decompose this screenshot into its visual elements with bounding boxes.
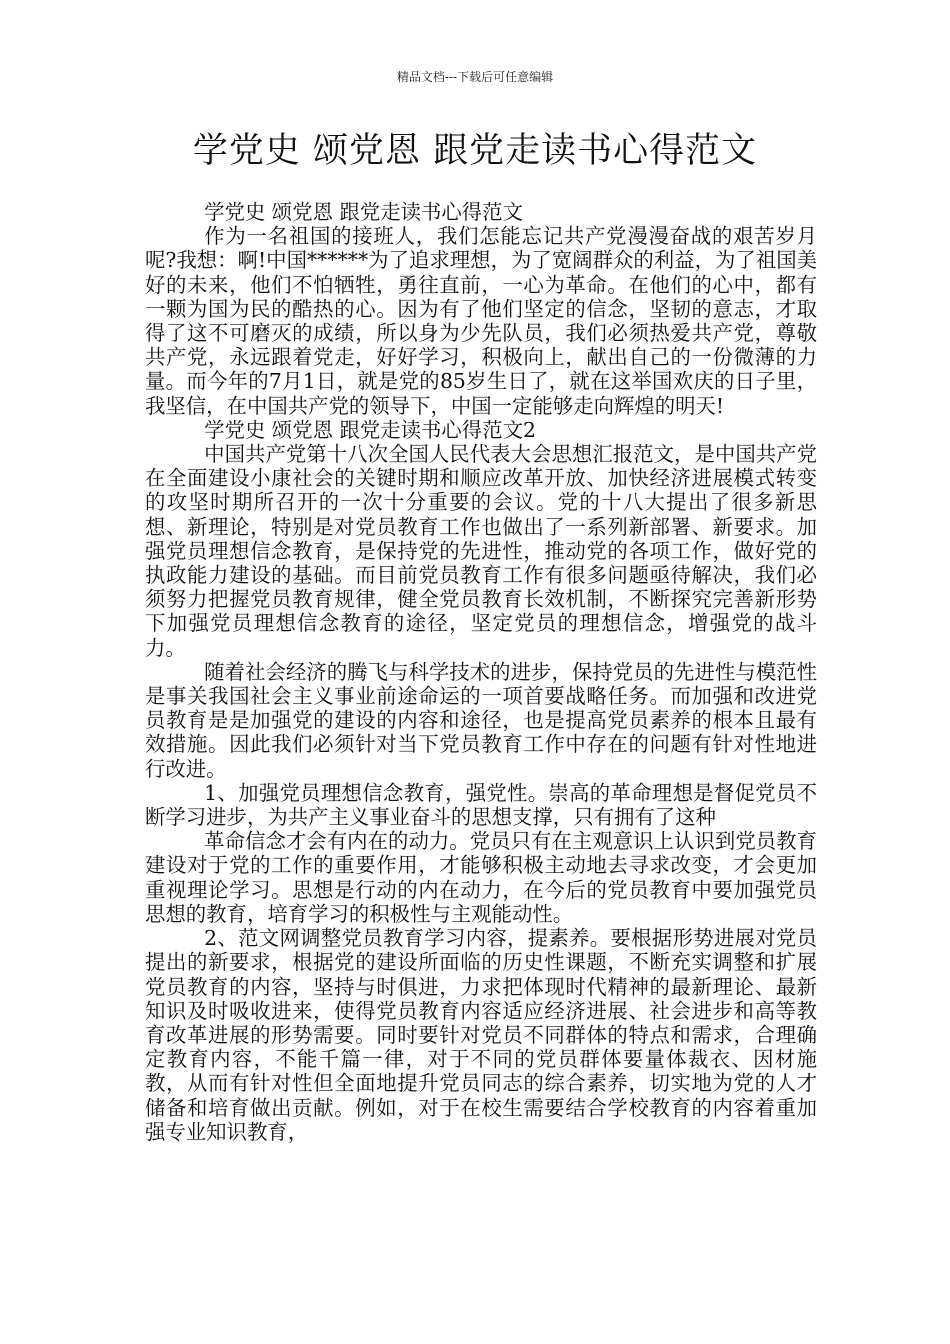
document-title: 学党史 颂党恩 跟党走读书心得范文 xyxy=(192,131,758,171)
paragraph: 革命信念才会有内在的动力。党员只有在主观意识上认识到党员教育建设对于党的工作的重要作用，才能够积极主动地去寻求改变，才会更加重视理论学习。思想是行动的内在动力，在今后的党员教育中要加强党员思想的教育，培育学习的积极性与主观能动性。 xyxy=(145,829,817,926)
paragraph: 1、加强党员理想信念教育，强党性。崇高的革命理想是督促党员不断学习进步，为共产主义事业奋斗的思想支撑，只有拥有了这种 xyxy=(145,780,817,830)
header-note: 精品文档---下载后可任意编辑 xyxy=(396,70,554,84)
paragraph: 2、范文网调整党员教育学习内容，提素养。要根据形势进展对党员提出的新要求，根据党的建设所面临的历史性课题，不断充实调整和扩展党员教育的内容，坚持与时俱进，力求把体现时代精神的最新理论、最新知识及时吸收进来，使得党员教育内容适应经济进展、社会进步和高等教育改革进展的形势需要。同时要针对党员不同群体的特点和需求，合理确定教育内容，不能千篇一律，对于不同的党员群体要量体裁衣、因材施教，从而有针对性但全面地提升党员同志的综合素养，切实地为党的人才储备和培育做出贡献。例如，对于在校生需要结合学校教育的内容着重加强专业知识教育， xyxy=(145,926,817,1144)
paragraph: 作为一名祖国的接班人，我们怎能忘记共产党漫漫奋战的艰苦岁月呢?我想：啊!中国******为了追求理想，为了宽阔群众的利益，为了祖国美好的未来，他们不怕牺牲，勇往直前，一心为革命。在他们的心中，都有一颗为国为民的酷热的心。因为有了他们坚定的信念，坚韧的意志，才取得了这不可磨灭的成绩，所以身为少先队员，我们必须热爱共产党，尊敬共产党，永远跟着党走，好好学习，积极向上，献出自己的一份微薄的力量。而今年的7月1日，就是党的85岁生日了，就在这举国欢庆的日子里，我坚信，在中国共产党的领导下，中国一定能够走向辉煌的明天! xyxy=(145,224,817,418)
paragraph-subtitle-2: 学党史 颂党恩 跟党走读书心得范文2 xyxy=(204,417,536,442)
paragraph: 中国共产党第十八次全国人民代表大会思想汇报范文，是中国共产党在全面建设小康社会的关键时期和顺应改革开放、加快经济进展模式转变的攻坚时期所召开的一次十分重要的会议。党的十八大提出了很多新思想、新理论，特别是对党员教育工作也做出了一系列新部署、新要求。加强党员理想信念教育，是保持党的先进性，推动党的各项工作，做好党的执政能力建设的基础。而目前党员教育工作有很多问题亟待解决，我们必须努力把握党员教育规律，健全党员教育长效机制，不断探究完善新形势下加强党员理想信念教育的途径，坚定党员的理想信念，增强党的战斗力。 xyxy=(145,442,817,660)
document-body xyxy=(145,200,817,1144)
paragraph: 随着社会经济的腾飞与科学技术的进步，保持党员的先进性与模范性是事关我国社会主义事业前途命运的一项首要战略任务。而加强和改进党员教育是是加强党的建设的内容和途径，也是提高党员素养的根本且最有效措施。因此我们必须针对当下党员教育工作中存在的问题有针对性地进行改进。 xyxy=(145,659,817,781)
paragraph-subtitle-1: 学党史 颂党恩 跟党走读书心得范文 xyxy=(204,200,523,224)
